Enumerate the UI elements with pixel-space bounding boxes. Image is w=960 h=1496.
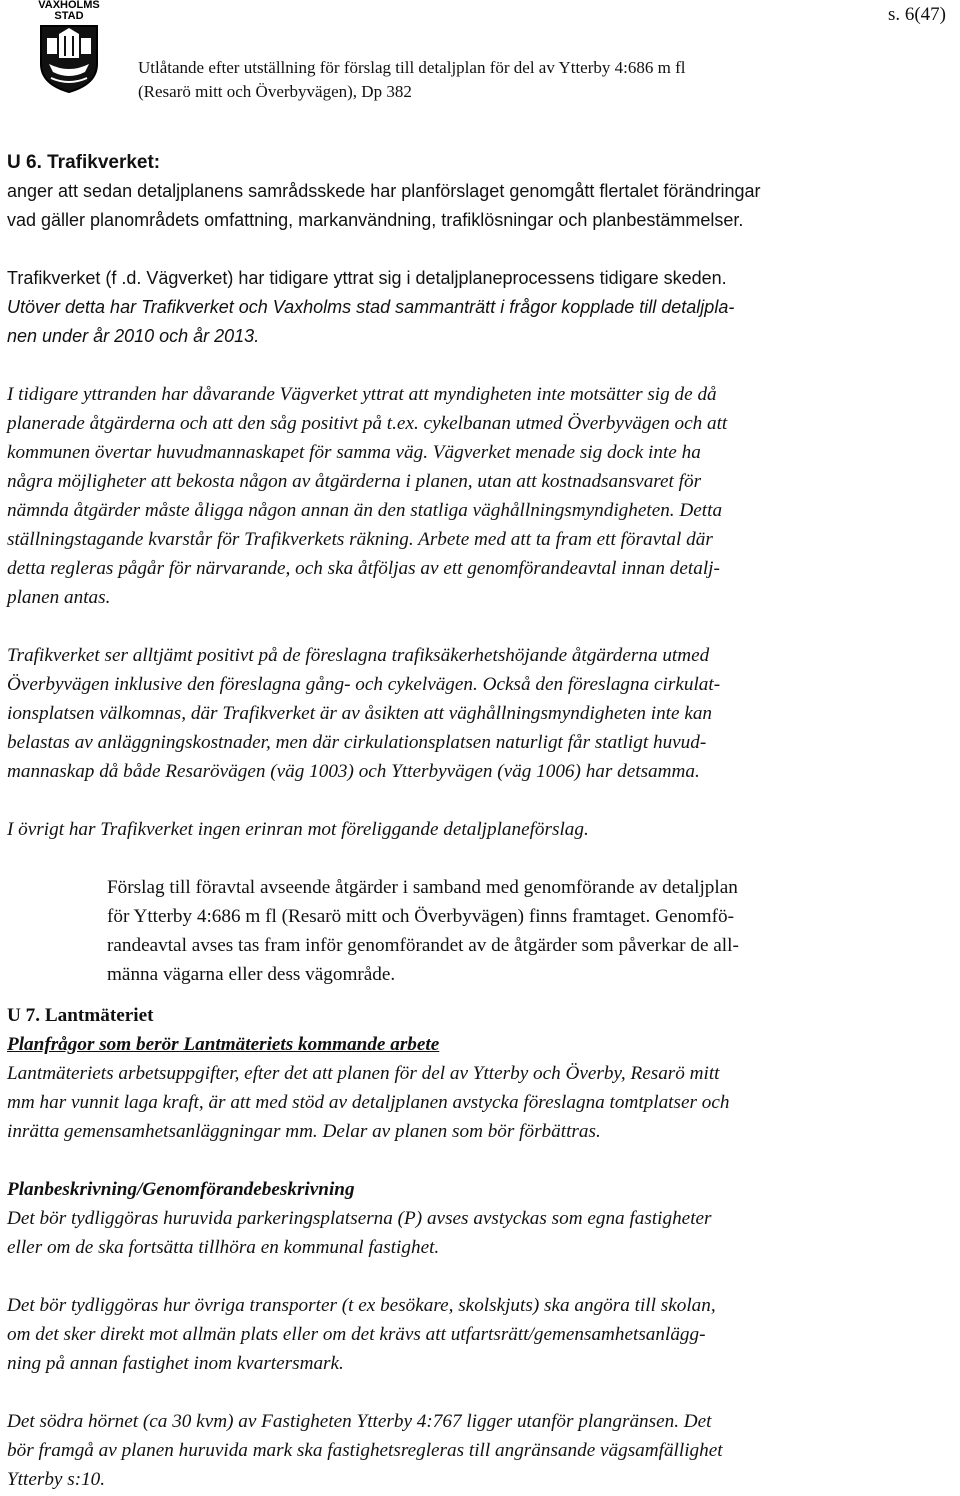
u6-intro	[7, 177, 937, 235]
u7-paragraph-3	[7, 1291, 937, 1378]
text-line: eller om de ska fortsätta tillhöra en kommunal fastighet.	[7, 1237, 440, 1258]
text-line: männa vägarna eller dess vägområde.	[107, 964, 396, 985]
text-line: nen under år 2010 och år 2013.	[7, 326, 260, 346]
document-title	[138, 56, 685, 104]
text-line: Förslag till föravtal avseende åtgärder i samband med genomförande av detaljplan	[107, 877, 738, 898]
text-line: Trafikverket (f .d. Vägverket) har tidigare yttrat sig i detaljplaneprocessens tidigare skeden.	[7, 268, 727, 288]
text-line: några möjligheter att bekosta någon av åtgärderna i planen, utan att kostnadsansvaret för	[7, 471, 702, 492]
u6-paragraph-1-cont	[7, 293, 937, 351]
u6-paragraph-1	[7, 264, 937, 293]
title-line-1: Utlåtande efter utställning för förslag till detaljplan för del av Ytterby 4:686 m fl	[138, 58, 686, 77]
section-heading-u6: U 6. Trafikverket:	[7, 152, 161, 173]
text-line: belastas av anläggningskostnader, men där cirkulationsplatsen naturligt får statligt huvud-	[7, 732, 707, 753]
page-number: s. 6(47)	[887, 4, 946, 25]
text-line: Lantmäteriets arbetsuppgifter, efter det att planen för del av Ytterby och Överby, Resarö mitt	[7, 1063, 720, 1084]
text-line: Utöver detta har Trafikverket och Vaxholms stad sammanträtt i frågor kopplade till detaljpla-	[7, 297, 735, 317]
text-line: Det bör tydliggöras hur övriga transporter (t ex besökare, skolskjuts) ska angöra till skolan,	[7, 1295, 716, 1316]
u7-paragraph-4	[7, 1407, 937, 1494]
text-line: anger att sedan detaljplanens samrådsskede har planförslaget genomgått flertalet förändringar	[7, 181, 761, 201]
text-line: Det södra hörnet (ca 30 kvm) av Fastigheten Ytterby 4:767 ligger utanför plangränsen. Det	[7, 1411, 712, 1432]
vaxholm-logo	[28, 0, 110, 98]
u6-paragraph-4: I övrigt har Trafikverket ingen erinran mot föreliggande detaljplaneförslag.	[7, 819, 589, 840]
section-heading-u7: U 7. Lantmäteriet	[7, 1005, 154, 1026]
text-line: detta regleras pågår för närvarande, och ska åtföljas av ett genomförandeavtal innan detalj-	[7, 558, 720, 579]
document-body	[7, 148, 937, 1494]
u7-paragraph-1	[7, 1059, 937, 1146]
logo-text-line1: VAXHOLMS	[38, 0, 100, 11]
text-line: planen antas.	[7, 587, 111, 608]
municipality-response	[7, 873, 927, 989]
text-line: Ytterby s:10.	[7, 1469, 106, 1490]
text-line: planerade åtgärderna och att den såg positivt på t.ex. cykelbanan utmed Överbyvägen och att	[7, 413, 728, 434]
logo-text-line2: STAD	[54, 10, 84, 22]
subheading-planfragor: Planfrågor som berör Lantmäteriets kommande arbete	[7, 1034, 440, 1055]
u6-paragraph-3	[7, 641, 937, 786]
u6-paragraph-2	[7, 380, 937, 612]
title-line-2: (Resarö mitt och Överbyvägen), Dp 382	[138, 82, 412, 101]
text-line: inrätta gemensamhetsanläggningar mm. Delar av planen som bör förbättras.	[7, 1121, 601, 1142]
text-line: ionsplatsen välkomnas, där Trafikverket är av åsikten att väghållningsmyndigheten inte kan	[7, 703, 713, 724]
text-line: bör framgå av planen huruvida mark ska fastighetsregleras till angränsande vägsamfällighet	[7, 1440, 723, 1461]
coat-of-arms-icon	[37, 24, 101, 94]
text-line: ställningstagande kvarstår för Trafikverkets räkning. Arbete med att ta fram ett föravtal där	[7, 529, 713, 550]
text-line: nämnda åtgärder måste åligga någon annan än den statliga väghållningsmyndigheten. Detta	[7, 500, 723, 521]
text-line: mannaskap då både Resarövägen (väg 1003) och Ytterbyvägen (väg 1006) har detsamma.	[7, 761, 700, 782]
text-line: randeavtal avses tas fram inför genomförandet av de åtgärder som påverkar de all-	[107, 935, 739, 956]
subheading-planbeskrivning: Planbeskrivning/Genomförandebeskrivning	[7, 1179, 355, 1200]
text-line: Överbyvägen inklusive den föreslagna gång- och cykelvägen. Också den föreslagna cirkulat-	[7, 674, 721, 695]
text-line: för Ytterby 4:686 m fl (Resarö mitt och Överbyvägen) finns framtaget. Genomfö-	[107, 906, 734, 927]
text-line: om det sker direkt mot allmän plats eller om det krävs att utfartsrätt/gemensamhetsanlägg-	[7, 1324, 706, 1345]
text-line: Det bör tydliggöras huruvida parkeringsplatserna (P) avses avstyckas som egna fastigheter	[7, 1208, 712, 1229]
text-line: I tidigare yttranden har dåvarande Vägverket yttrat att myndigheten inte motsätter sig de då	[7, 384, 717, 405]
text-line: mm har vunnit laga kraft, är att med stöd av detaljplanen avstycka föreslagna tomtplatser och	[7, 1092, 730, 1113]
text-line: Trafikverket ser alltjämt positivt på de föreslagna trafiksäkerhetshöjande åtgärderna utmed	[7, 645, 710, 666]
text-line: ning på annan fastighet inom kvartersmark.	[7, 1353, 344, 1374]
u7-paragraph-2	[7, 1204, 937, 1262]
text-line: vad gäller planområdets omfattning, markanvändning, trafiklösningar och planbestämmelser.	[7, 210, 744, 230]
text-line: kommunen övertar huvudmannaskapet för samma väg. Vägverket menade sig dock inte ha	[7, 442, 701, 463]
